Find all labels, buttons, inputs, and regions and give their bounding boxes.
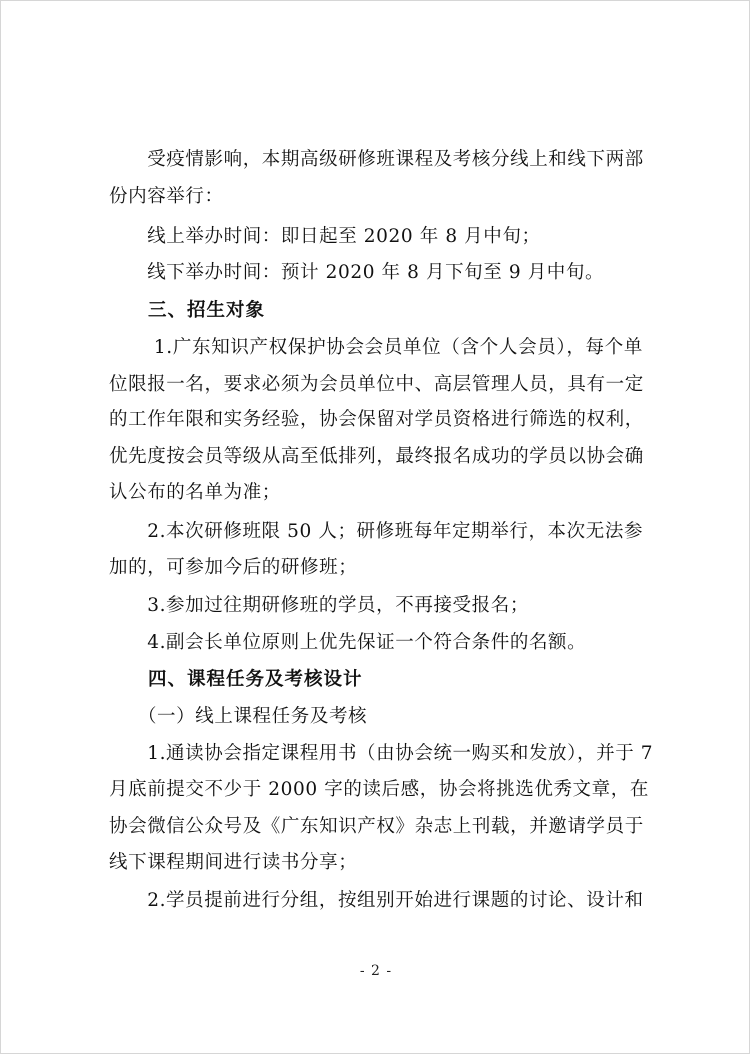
paragraph-line: 线下课程期间进行读书分享； [109, 852, 358, 873]
paragraph-line: 受疫情影响，本期高级研修班课程及考核分线上和线下两部 [109, 149, 644, 170]
paragraph-line: 线下举办时间：预计 2020 年 8 月下旬至 9 月中旬。 [109, 262, 605, 283]
paragraph-line: 协会微信公众号及《广东知识产权》杂志上刊载，并邀请学员于 [109, 816, 644, 837]
paragraph-line: 线上举办时间：即日起至 2020 年 8 月中旬； [109, 226, 541, 247]
paragraph-line: 优先度按会员等级从高至低排列，最终报名成功的学员以协会确 [109, 446, 644, 467]
paragraph-line: 的工作年限和实务经验，协会保留对学员资格进行筛选的权利， [109, 409, 644, 430]
paragraph-line: 4.副会长单位原则上优先保证一个符合条件的名额。 [109, 632, 587, 653]
paragraph-line: 2.本次研修班限 50 人；研修班每年定期举行，本次无法参 [109, 521, 644, 542]
section-heading: 三、招生对象 [109, 300, 266, 321]
paragraph-line: 3.参加过往期研修班的学员，不再接受报名； [109, 595, 529, 616]
paragraph-line: 份内容举行： [109, 186, 224, 207]
section-heading: 四、课程任务及考核设计 [109, 669, 363, 690]
paragraph-line: 位限报一名，要求必须为会员单位中、高层管理人员，具有一定 [109, 374, 644, 395]
subsection-heading: （一）线上课程任务及考核 [109, 706, 368, 727]
paragraph-line: 月底前提交不少于 2000 字的读后感，协会将挑选优秀文章，在 [109, 779, 649, 800]
paragraph-line: 1.通读协会指定课程用书（由协会统一购买和发放），并于 7 [109, 743, 654, 764]
paragraph-line: 加的，可参加今后的研修班； [109, 557, 358, 578]
paragraph-line: 认公布的名单为准； [109, 482, 281, 503]
paragraph-line: 1.广东知识产权保护协会会员单位（含个人会员），每个单 [109, 337, 643, 358]
page-number: - 2 - [359, 963, 393, 979]
paragraph-line: 2.学员提前进行分组，按组别开始进行课题的讨论、设计和 [109, 890, 644, 911]
